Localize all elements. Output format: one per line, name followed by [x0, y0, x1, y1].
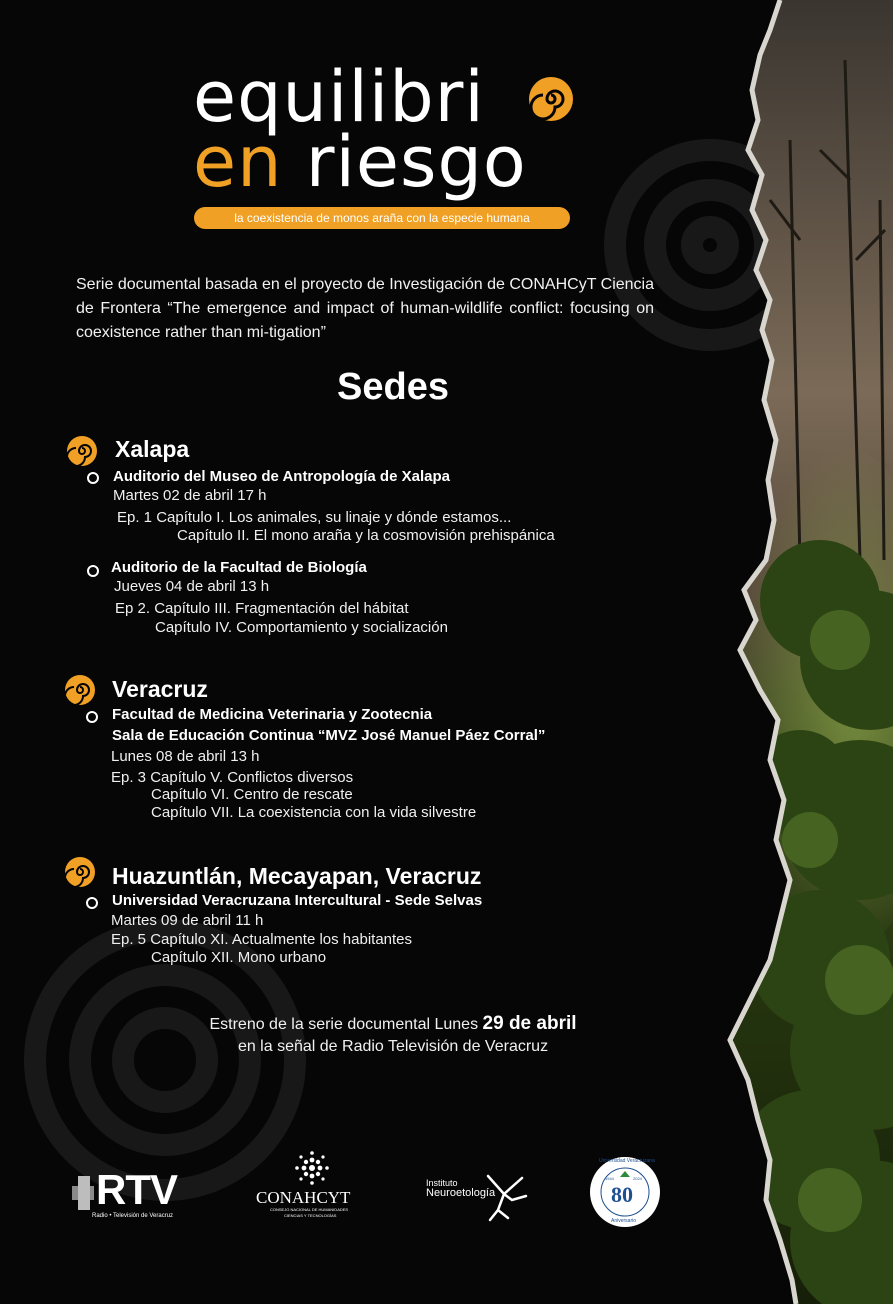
bullet-icon [87, 565, 99, 577]
venue-room: Sala de Educación Continua “MVZ José Manuel Páez Corral” [112, 727, 546, 744]
neuroetologia-logo [424, 1170, 530, 1226]
uv-80-logo [588, 1155, 662, 1229]
venue-name: Auditorio de la Facultad de Biología [111, 559, 367, 576]
episode-line: Ep. 3 Capítulo V. Conflictos diversos [111, 769, 354, 786]
rtv-logo [72, 1168, 202, 1224]
venue-name: Facultad de Medicina Veterinaria y Zootecnia [112, 706, 433, 723]
premiere-date: 29 de abril [482, 1013, 577, 1034]
title-en: en [193, 121, 283, 203]
spiral-icon [527, 75, 575, 123]
venue-date: Jueves 04 de abril 13 h [114, 578, 270, 595]
chapter-line: Capítulo VII. La coexistencia con la vida silvestre [151, 804, 477, 821]
episode-line: Ep 2. Capítulo III. Fragmentación del hábitat [115, 600, 409, 617]
rtv-plus-bar [78, 1176, 90, 1210]
chapter-line: Capítulo VI. Centro de rescate [151, 786, 353, 803]
bullet-icon [86, 897, 98, 909]
chapter-line: Capítulo IV. Comportamiento y socialización [155, 619, 448, 636]
tagline: la coexistencia de monos araña con la especie humana [194, 207, 570, 229]
city-veracruz: Veracruz [112, 676, 208, 702]
neuro-top: Instituto [426, 1178, 458, 1188]
venue-name: Auditorio del Museo de Antropología de Xalapa [113, 468, 450, 485]
conahcyt-sub-1: CONSEJO NACIONAL DE HUMANIDADES [270, 1207, 349, 1212]
premiere-line-2: en la señal de Radio Televisión de Veracruz [237, 1038, 549, 1055]
spiral-icon [64, 674, 96, 706]
city-xalapa: Xalapa [115, 436, 190, 462]
sedes-heading: Sedes [337, 366, 449, 408]
chapter-line: Capítulo XII. Mono urbano [151, 949, 327, 966]
intro-text: Serie documental basada en el proyecto de Investigación de CONAHCyT Ciencia de Frontera “The emergence and impact of human-wildlife conflict: focusing on coexistence rather than mi-tigation” [76, 276, 654, 341]
uv-year-left: 1944 [605, 1176, 614, 1181]
spiral-icon [64, 856, 96, 888]
bullet-icon [86, 711, 98, 723]
premiere-text: Estreno de la serie documental Lunes [209, 1016, 483, 1033]
title-riesgo: riesgo [305, 121, 527, 203]
venue-date: Martes 02 de abril 17 h [113, 487, 267, 504]
neuron-icon [482, 1170, 530, 1226]
venue-date: Martes 09 de abril 11 h [111, 912, 264, 929]
conahcyt-logo [254, 1150, 370, 1220]
uv-year-right: 2024 [633, 1176, 642, 1181]
title-line-2 [193, 121, 527, 203]
premiere-line-1 [0, 1013, 786, 1035]
episode-line: Ep. 5 Capítulo XI. Actualmente los habitantes [111, 931, 413, 948]
title-equilibrio: equilibri [193, 56, 485, 138]
venue-name: Universidad Veracruzana Intercultural - Sede Selvas [112, 892, 483, 909]
bullet-icon [87, 472, 99, 484]
chapter-line: Capítulo II. El mono araña y la cosmovisión prehispánica [177, 527, 555, 544]
conahcyt-name: CONAHCYT [256, 1188, 351, 1207]
episode-line: Ep. 1 Capítulo I. Los animales, su linaje y dónde estamos... [117, 509, 512, 526]
neuro-name: Neuroetología [426, 1187, 496, 1199]
conahcyt-sub-2: CIENCIAS Y TECNOLOGÍAS [284, 1213, 337, 1218]
venue-date: Lunes 08 de abril 13 h [111, 748, 260, 765]
uv-ring-bottom: Aniversario [611, 1218, 637, 1224]
uv-number: 80 [611, 1182, 633, 1207]
rtv-name: RTV [96, 1166, 177, 1213]
conahcyt-dots-icon [294, 1150, 330, 1186]
rtv-sub: Radio • Televisión de Veracruz [92, 1213, 174, 1219]
city-huazuntlan: Huazuntlán, Mecayapan, Veracruz [112, 863, 482, 889]
uv-ring-top: Universidad Veracruzana [599, 1158, 655, 1164]
spiral-icon [66, 435, 98, 467]
